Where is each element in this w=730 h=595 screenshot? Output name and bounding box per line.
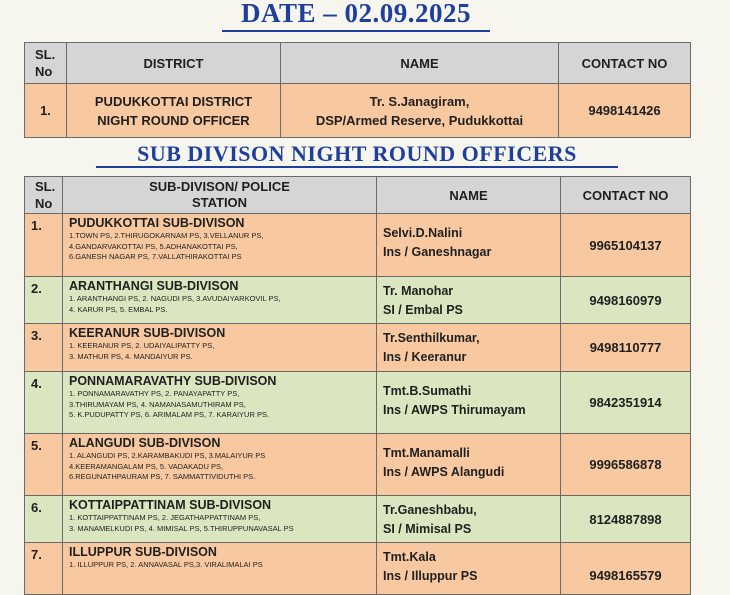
subdivision-officers-table bbox=[24, 176, 691, 595]
station-line: 1. PONNAMARAVATHY PS, 2. PANAYAPATTY PS, bbox=[69, 389, 240, 398]
subdivision-cell bbox=[63, 543, 377, 595]
subdivision-cell bbox=[63, 277, 377, 324]
table-row bbox=[25, 372, 691, 434]
row-sl-no: 4. bbox=[25, 372, 63, 434]
contact-number: 9842351914 bbox=[561, 372, 691, 434]
station-line: 4.KEERAMANGALAM PS, 5. VADAKADU PS, bbox=[69, 461, 224, 471]
officer-name: Tr. Manohar bbox=[383, 284, 454, 298]
officer-cell bbox=[377, 543, 561, 595]
row-sl-no: 5. bbox=[25, 434, 63, 496]
contact-number: 9965104137 bbox=[561, 214, 691, 277]
station-line: 3. MATHUR PS, 4. MANDAIYUR PS. bbox=[69, 351, 193, 361]
officer-cell bbox=[377, 496, 561, 543]
officer-name: Selvi.D.Nalini bbox=[383, 226, 463, 240]
officer-cell bbox=[377, 372, 561, 434]
row-sl-no: 7. bbox=[25, 543, 63, 595]
officer-name: Tr. S.Janagiram, bbox=[369, 93, 470, 109]
station-line: 3.THIRUMAYAM PS, 4. NAMANASAMUTHIRAM PS, bbox=[69, 399, 246, 409]
header-contact: CONTACT NO bbox=[561, 177, 691, 214]
subdivision-cell bbox=[63, 214, 377, 277]
officer-post: Ins / Ganeshnagar bbox=[383, 245, 492, 259]
contact-number: 9498110777 bbox=[561, 324, 691, 372]
station-line: 6.GANESH NAGAR PS, 7.VALLATHIRAKOTTAI PS bbox=[69, 252, 242, 261]
subdivision-title: ARANTHANGI SUB-DIVISON bbox=[69, 279, 239, 293]
subdivision-title: ALANGUDI SUB-DIVISON bbox=[69, 436, 221, 450]
row-sl-no: 6. bbox=[25, 496, 63, 543]
row-sl-no: 2. bbox=[25, 277, 63, 324]
officer-post: Ins / Keeranur bbox=[383, 350, 467, 364]
header-sl-no: SL. No bbox=[25, 177, 63, 214]
station-line: 1. KEERANUR PS, 2. UDAIYALIPATTY PS, bbox=[69, 341, 215, 350]
subdivision-title-underline bbox=[96, 166, 618, 168]
row-sl-no: 1. bbox=[25, 214, 63, 277]
contact-number: 9498141426 bbox=[559, 84, 691, 138]
header-name: NAME bbox=[281, 43, 559, 84]
officer-name: Tr.Ganeshbabu, bbox=[383, 503, 477, 517]
officer-post: Ins / AWPS Thirumayam bbox=[383, 403, 526, 417]
row-sl-no: 1. bbox=[25, 84, 67, 138]
officer-post: Ins / Illuppur PS bbox=[383, 569, 478, 583]
officer-cell bbox=[377, 214, 561, 277]
subdivision-cell bbox=[63, 372, 377, 434]
subdivision-title: PUDUKKOTTAI SUB-DIVISON bbox=[69, 216, 245, 230]
table-row bbox=[25, 277, 691, 324]
contact-number: 9498165579 bbox=[561, 543, 691, 595]
contact-number: 8124887898 bbox=[561, 496, 691, 543]
subdivision-title: KEERANUR SUB-DIVISON bbox=[69, 326, 226, 340]
officer-name: Tr.Senthilkumar, bbox=[383, 331, 480, 345]
header-contact: CONTACT NO bbox=[559, 43, 691, 84]
officer-name-cell bbox=[281, 84, 559, 138]
subdivision-section-title: SUB DIVISON NIGHT ROUND OFFICERS bbox=[137, 141, 577, 166]
officer-cell bbox=[377, 277, 561, 324]
station-line: 4.GANDARVAKOTTAI PS, 5.ADHANAKOTTAI PS, bbox=[69, 241, 238, 251]
station-line: 3. MANAMELKUDI PS, 4. MIMISAL PS, 5.THIRUPPUNAVASAL PS bbox=[69, 523, 294, 533]
contact-number: 9996586878 bbox=[561, 434, 691, 496]
date-title-underline bbox=[222, 30, 490, 32]
header-sl-no: SL. No bbox=[25, 43, 67, 84]
district-officer-table bbox=[24, 42, 691, 138]
header-district: DISTRICT bbox=[67, 43, 281, 84]
table-row bbox=[25, 434, 691, 496]
officer-cell bbox=[377, 324, 561, 372]
subdivision-table-header bbox=[25, 177, 691, 214]
contact-number: 9498160979 bbox=[561, 277, 691, 324]
header-subdivision-station: SUB-DIVISON/ POLICE STATION bbox=[63, 177, 377, 214]
station-line: 1. KOTTAIPPATTINAM PS, 2. JEGATHAPPATTINAM PS, bbox=[69, 513, 261, 522]
officer-name: Tmt.Manamalli bbox=[383, 446, 470, 460]
table-row bbox=[25, 496, 691, 543]
row-sl-no: 3. bbox=[25, 324, 63, 372]
station-line: 4. KARUR PS, 5. EMBAL PS. bbox=[69, 304, 168, 314]
district-table-header bbox=[25, 43, 691, 84]
station-line: 5. K.PUDUPATTY PS, 6. ARIMALAM PS, 7. KARAIYUR PS. bbox=[69, 410, 270, 419]
officer-name: Tmt.B.Sumathi bbox=[383, 384, 472, 398]
district-officer-row bbox=[25, 84, 691, 138]
station-line: 6.REGUNATHPAURAM PS, 7. SAMMATTIVIDUTHI PS. bbox=[69, 472, 256, 481]
table-row bbox=[25, 214, 691, 277]
subdivision-title: KOTTAIPPATTINAM SUB-DIVISON bbox=[69, 498, 272, 512]
officer-name: Tmt.Kala bbox=[383, 550, 436, 564]
officer-post: SI / Mimisal PS bbox=[383, 522, 472, 536]
station-line: 1. ILLUPPUR PS, 2. ANNAVASAL PS,3. VIRALIMALAI PS bbox=[69, 560, 263, 569]
date-title: DATE – 02.09.2025 bbox=[240, 0, 471, 28]
subdivision-cell bbox=[63, 434, 377, 496]
table-row bbox=[25, 324, 691, 372]
officer-cell bbox=[377, 434, 561, 496]
station-line: 1. ALANGUDI PS, 2.KARAMBAKUDI PS, 3.MALAIYUR PS bbox=[69, 451, 266, 460]
subdivision-cell bbox=[63, 496, 377, 543]
officer-designation: DSP/Armed Reserve, Pudukkottai bbox=[315, 112, 524, 128]
station-line: 1.TOWN PS, 2.THIRUGOKARNAM PS, 3.VELLANUR PS, bbox=[69, 231, 264, 240]
subdivision-title: PONNAMARAVATHY SUB-DIVISON bbox=[69, 374, 277, 388]
district-cell: PUDUKKOTTAI DISTRICT NIGHT ROUND OFFICER bbox=[67, 84, 281, 138]
table-row bbox=[25, 543, 691, 595]
subdivision-cell bbox=[63, 324, 377, 372]
officer-post: SI / Embal PS bbox=[383, 303, 463, 317]
subdivision-title: ILLUPPUR SUB-DIVISON bbox=[69, 545, 217, 559]
station-line: 1. ARANTHANGI PS, 2. NAGUDI PS, 3.AVUDAIYARKOVIL PS, bbox=[69, 294, 281, 303]
header-name: NAME bbox=[377, 177, 561, 214]
officer-post: Ins / AWPS Alangudi bbox=[383, 465, 505, 479]
